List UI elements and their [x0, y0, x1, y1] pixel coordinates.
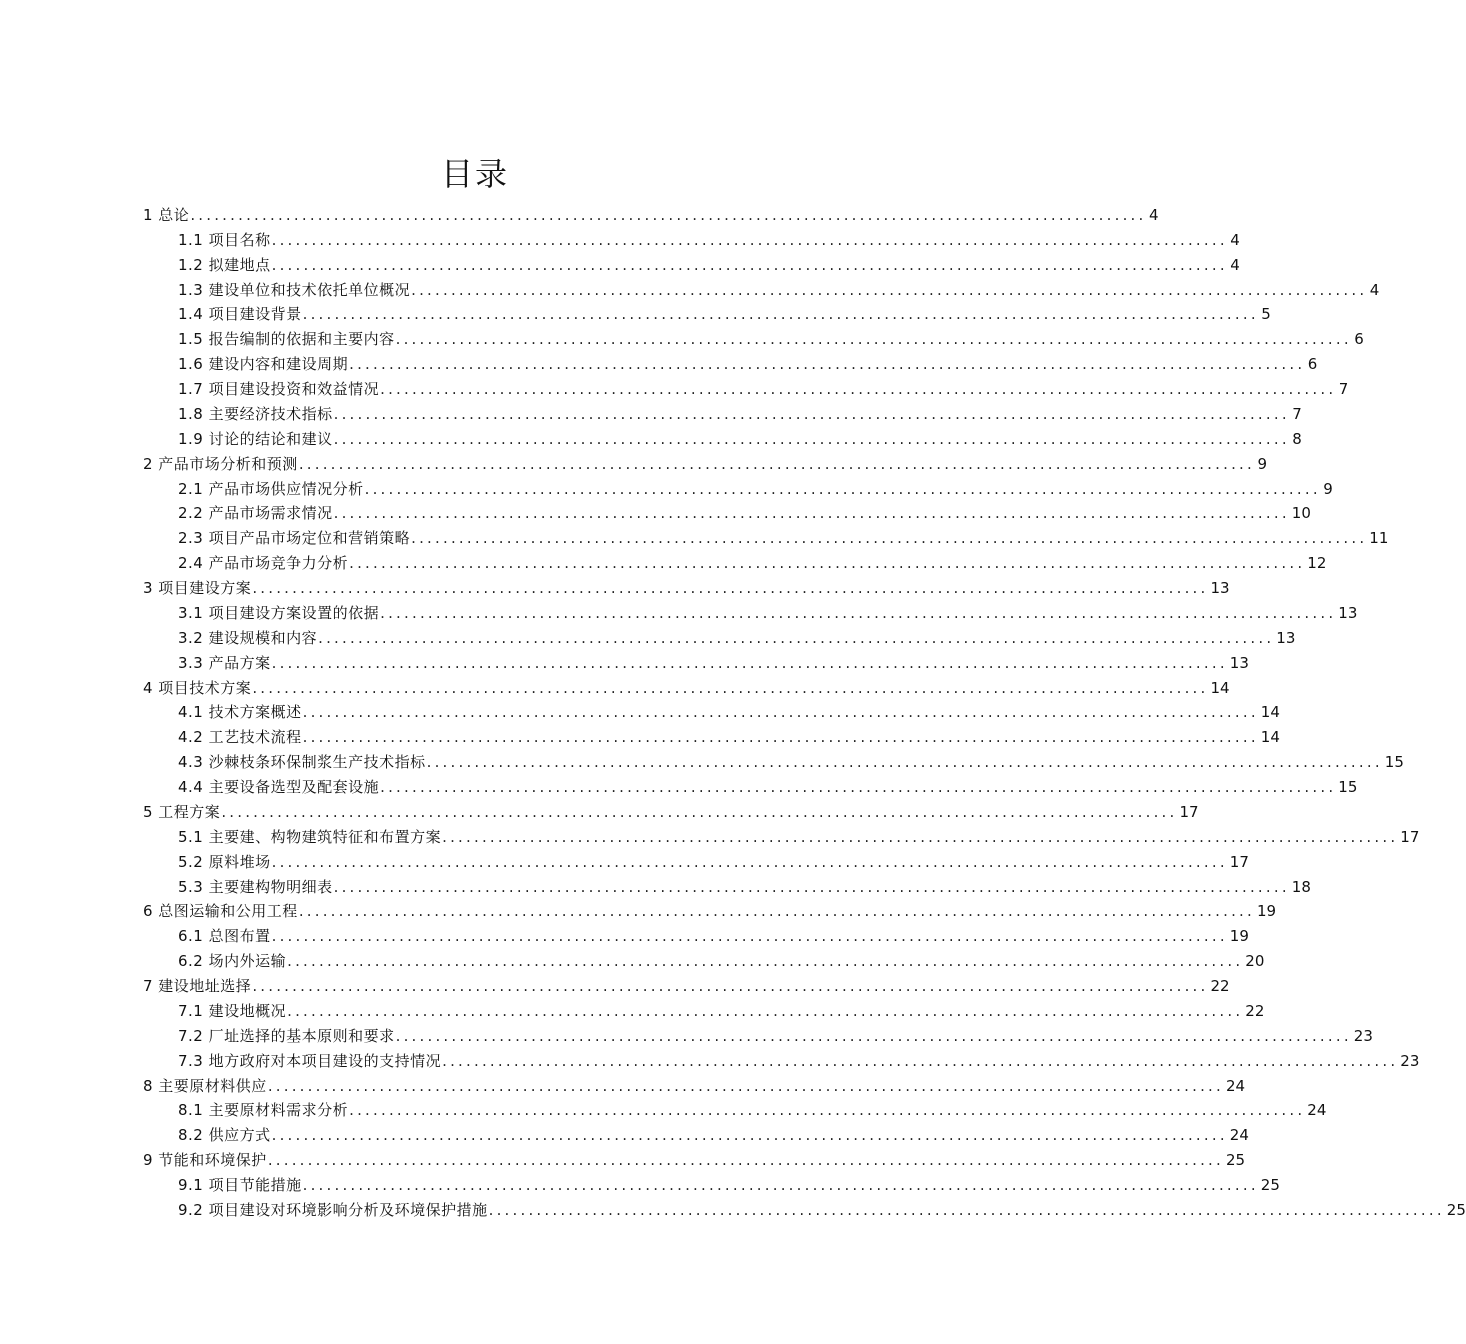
toc-entry-text: 1.2 拟建地点	[178, 255, 271, 274]
toc-entry-page: 11	[1369, 529, 1389, 548]
toc-entry-text: 8.2 供应方式	[178, 1126, 271, 1145]
toc-entry-text: 2 产品市场分析和预测	[143, 454, 298, 473]
toc-entry-page: 9	[1257, 454, 1267, 473]
toc-entry-page: 17	[1229, 852, 1249, 871]
toc-entry[interactable]	[143, 772, 1358, 797]
toc-entry-text: 8.1 主要原材料需求分析	[178, 1101, 349, 1120]
toc-entry[interactable]	[143, 1170, 1280, 1195]
toc-entry-text: 3.1 项目建设方案设置的依据	[178, 603, 380, 622]
toc-dot-leader: ........................................................................................................................	[271, 653, 1228, 672]
toc-entry[interactable]	[143, 623, 1296, 648]
toc-dot-leader: ........................................................................................................................	[302, 1176, 1259, 1194]
toc-entry-text: 3.2 建设规模和内容	[178, 628, 318, 647]
toc-entry-text: 4 项目技术方案	[143, 678, 252, 697]
toc-dot-leader: ........................................................................................................................	[287, 1001, 1244, 1020]
toc-entry-page: 14	[1210, 678, 1230, 697]
toc-dot-leader: ........................................................................................................................	[318, 628, 1275, 647]
toc-entry-page: 4	[1230, 255, 1240, 274]
toc-entry-text: 2.1 产品市场供应情况分析	[178, 479, 364, 498]
toc-dot-leader: ........................................................................................................................	[411, 529, 1368, 548]
toc-dot-leader: ........................................................................................................................	[302, 728, 1259, 747]
toc-entry-page: 13	[1276, 628, 1296, 647]
toc-entry-page: 13	[1229, 653, 1249, 672]
toc-dot-leader: ........................................................................................................................	[364, 479, 1321, 498]
toc-entry[interactable]	[143, 1195, 1466, 1220]
toc-entry-text: 1.7 项目建设投资和效益情况	[178, 380, 380, 398]
toc-dot-leader: ........................................................................................................................	[267, 1151, 1224, 1170]
toc-dot-leader: ........................................................................................................................	[333, 877, 1290, 896]
toc-entry-text: 6.2 场内外运输	[178, 952, 287, 971]
toc-entry[interactable]	[143, 349, 1318, 374]
toc-entry-page: 25	[1446, 1200, 1466, 1219]
toc-entry-page: 15	[1338, 778, 1358, 796]
toc-dot-leader: ........................................................................................................................	[271, 255, 1228, 274]
toc-entry-text: 1.4 项目建设背景	[178, 305, 302, 324]
toc-entry[interactable]	[143, 1145, 1246, 1170]
toc-entry-page: 7	[1338, 380, 1349, 398]
toc-entry-page: 4	[1369, 280, 1380, 299]
toc-entry-page: 7	[1292, 404, 1302, 423]
toc-entry-text: 9.1 项目节能措施	[178, 1176, 302, 1194]
toc-dot-leader: ........................................................................................................................	[302, 703, 1259, 722]
toc-entry-page: 17	[1400, 827, 1420, 846]
toc-entry-text: 5.2 原料堆场	[178, 852, 271, 871]
toc-entry[interactable]	[143, 872, 1311, 897]
toc-dot-leader: ........................................................................................................................	[380, 380, 1337, 398]
toc-dot-leader: ........................................................................................................................	[333, 429, 1290, 448]
toc-dot-leader: ........................................................................................................................	[267, 1076, 1224, 1095]
toc-entry-page: 10	[1291, 504, 1311, 523]
toc-dot-leader: ........................................................................................................................	[349, 1101, 1306, 1120]
toc-dot-leader: ........................................................................................................................	[271, 1126, 1228, 1145]
toc-entry-page: 24	[1229, 1126, 1249, 1145]
toc-dot-leader: ........................................................................................................................	[349, 554, 1306, 573]
toc-entry-text: 7 建设地址选择	[143, 977, 252, 995]
toc-entry-text: 4.4 主要设备选型及配套设施	[178, 778, 380, 796]
toc-entry[interactable]	[143, 971, 1230, 996]
toc-entry-text: 9.2 项目建设对环境影响分析及环境保护措施	[178, 1200, 488, 1219]
toc-entry[interactable]	[143, 449, 1267, 474]
toc-entry[interactable]	[143, 673, 1230, 698]
toc-entry[interactable]	[143, 548, 1327, 573]
toc-entry-page: 9	[1323, 479, 1333, 498]
toc-dot-leader: ........................................................................................................................	[271, 230, 1228, 249]
toc-title: 目录	[440, 155, 509, 193]
toc-entry-page: 4	[1148, 205, 1159, 224]
toc-entry[interactable]	[143, 722, 1280, 747]
toc-entry-page: 25	[1225, 1151, 1246, 1170]
toc-entry-text: 7.1 建设地概况	[178, 1001, 287, 1020]
toc-entry-text: 7.2 厂址选择的基本原则和要求	[178, 1026, 395, 1045]
toc-entry-page: 15	[1384, 753, 1404, 772]
toc-dot-leader: ........................................................................................................................	[252, 678, 1209, 697]
toc-dot-leader: ........................................................................................................................	[271, 927, 1228, 946]
toc-entry-page: 8	[1292, 429, 1302, 448]
toc-entry-text: 7.3 地方政府对本项目建设的支持情况	[178, 1051, 442, 1070]
toc-dot-leader: ........................................................................................................................	[395, 1026, 1352, 1045]
toc-entry-text: 9 节能和环境保护	[143, 1151, 267, 1170]
toc-entry[interactable]	[143, 275, 1380, 300]
toc-entry-page: 5	[1261, 305, 1271, 324]
toc-entry-page: 24	[1307, 1101, 1327, 1120]
toc-entry[interactable]	[143, 499, 1311, 524]
toc-entry[interactable]	[143, 523, 1389, 548]
toc-entry-page: 4	[1230, 230, 1240, 249]
toc-entry-text: 5.3 主要建构物明细表	[178, 877, 333, 896]
toc-entry-text: 6 总图运输和公用工程	[143, 902, 298, 921]
toc-entry[interactable]	[143, 573, 1230, 598]
toc-entry-text: 3 项目建设方案	[143, 579, 252, 597]
toc-entry-page: 13	[1210, 579, 1230, 597]
toc-entry-page: 19	[1256, 902, 1277, 921]
toc-entry-page: 18	[1291, 877, 1311, 896]
toc-dot-leader: ........................................................................................................................	[395, 330, 1352, 349]
toc-entry[interactable]	[143, 847, 1249, 872]
toc-entry-page: 12	[1307, 554, 1327, 573]
toc-dot-leader: ........................................................................................................................	[298, 902, 1255, 921]
toc-entry-page: 23	[1353, 1026, 1373, 1045]
toc-dot-leader: ........................................................................................................................	[349, 355, 1306, 374]
toc-entry-page: 17	[1179, 802, 1199, 821]
toc-entry-page: 22	[1210, 977, 1230, 995]
toc-dot-leader: ........................................................................................................................	[333, 404, 1290, 423]
toc-entry[interactable]	[143, 250, 1240, 275]
toc-dot-leader: ........................................................................................................................	[190, 205, 1147, 224]
toc-entry[interactable]	[143, 424, 1302, 449]
toc-entry-text: 1.8 主要经济技术指标	[178, 404, 333, 423]
toc-entry-text: 1.6 建设内容和建设周期	[178, 355, 349, 374]
toc-dot-leader: ........................................................................................................................	[333, 504, 1290, 523]
toc-entry-text: 5.1 主要建、构物建筑特征和布置方案	[178, 827, 442, 846]
toc-entry-page: 23	[1400, 1051, 1420, 1070]
toc-entry[interactable]	[143, 1046, 1420, 1071]
toc-entry-text: 1.5 报告编制的依据和主要内容	[178, 330, 395, 349]
toc-entry[interactable]	[143, 1096, 1327, 1121]
toc-entry[interactable]	[143, 300, 1271, 325]
toc-entry-text: 6.1 总图布置	[178, 927, 271, 946]
toc-entry-text: 1.3 建设单位和技术依托单位概况	[178, 280, 411, 299]
toc-dot-leader: ........................................................................................................................	[380, 603, 1337, 622]
toc-entry[interactable]	[143, 324, 1364, 349]
toc-entry-page: 6	[1307, 355, 1318, 374]
toc-dot-leader: ........................................................................................................................	[488, 1200, 1445, 1219]
toc-dot-leader: ........................................................................................................................	[221, 802, 1178, 821]
toc-entry[interactable]	[143, 822, 1420, 847]
toc-entry-text: 1.9 讨论的结论和建议	[178, 429, 333, 448]
toc-entry-page: 19	[1229, 927, 1249, 946]
toc-entry-page: 14	[1260, 703, 1280, 722]
toc-entry-page: 6	[1354, 330, 1364, 349]
toc-dot-leader: ........................................................................................................................	[442, 1051, 1399, 1070]
toc-dot-leader: ........................................................................................................................	[380, 778, 1337, 796]
toc-entry-text: 8 主要原材料供应	[143, 1076, 267, 1095]
toc-entry[interactable]	[143, 1021, 1373, 1046]
toc-entry-text: 4.1 技术方案概述	[178, 703, 302, 722]
toc-dot-leader: ........................................................................................................................	[252, 579, 1209, 597]
toc-dot-leader: ........................................................................................................................	[287, 952, 1244, 971]
toc-entry[interactable]	[143, 648, 1249, 673]
toc-entry-text: 4.3 沙棘枝条环保制浆生产技术指标	[178, 753, 426, 772]
toc-entry-text: 1 总论	[143, 205, 190, 224]
toc-entry-page: 14	[1260, 728, 1280, 747]
toc-entry-page: 22	[1245, 1001, 1265, 1020]
toc-entry[interactable]	[143, 1071, 1246, 1096]
toc-entry[interactable]	[143, 747, 1404, 772]
toc-entry[interactable]	[143, 996, 1265, 1021]
toc-entry[interactable]	[143, 399, 1302, 424]
toc-dot-leader: ........................................................................................................................	[298, 454, 1255, 473]
toc-entry-text: 1.1 项目名称	[178, 230, 271, 249]
toc-dot-leader: ........................................................................................................................	[252, 977, 1209, 995]
toc-entry-text: 5 工程方案	[143, 802, 221, 821]
toc-entry[interactable]	[143, 921, 1249, 946]
toc-dot-leader: ........................................................................................................................	[411, 280, 1368, 299]
toc-dot-leader: ........................................................................................................................	[271, 852, 1228, 871]
toc-entry[interactable]	[143, 698, 1280, 723]
toc-entry[interactable]	[143, 474, 1333, 499]
toc-entry-text: 4.2 工艺技术流程	[178, 728, 302, 747]
toc-entry[interactable]	[143, 897, 1277, 922]
toc-list	[143, 200, 1466, 1220]
toc-entry-page: 25	[1260, 1176, 1280, 1194]
toc-entry-text: 3.3 产品方案	[178, 653, 271, 672]
toc-entry[interactable]	[143, 225, 1240, 250]
toc-entry[interactable]	[143, 598, 1358, 623]
toc-entry[interactable]	[143, 200, 1159, 225]
toc-entry-page: 24	[1225, 1076, 1246, 1095]
toc-entry-page: 20	[1245, 952, 1265, 971]
toc-entry-text: 2.2 产品市场需求情况	[178, 504, 333, 523]
toc-entry[interactable]	[143, 374, 1349, 399]
toc-entry[interactable]	[143, 1120, 1249, 1145]
toc-dot-leader: ........................................................................................................................	[442, 827, 1399, 846]
toc-entry-text: 2.4 产品市场竞争力分析	[178, 554, 349, 573]
toc-entry[interactable]	[143, 946, 1265, 971]
toc-dot-leader: ........................................................................................................................	[426, 753, 1383, 772]
toc-entry[interactable]	[143, 797, 1199, 822]
toc-dot-leader: ........................................................................................................................	[302, 305, 1259, 324]
toc-entry-page: 13	[1338, 603, 1358, 622]
toc-entry-text: 2.3 项目产品市场定位和营销策略	[178, 529, 411, 548]
